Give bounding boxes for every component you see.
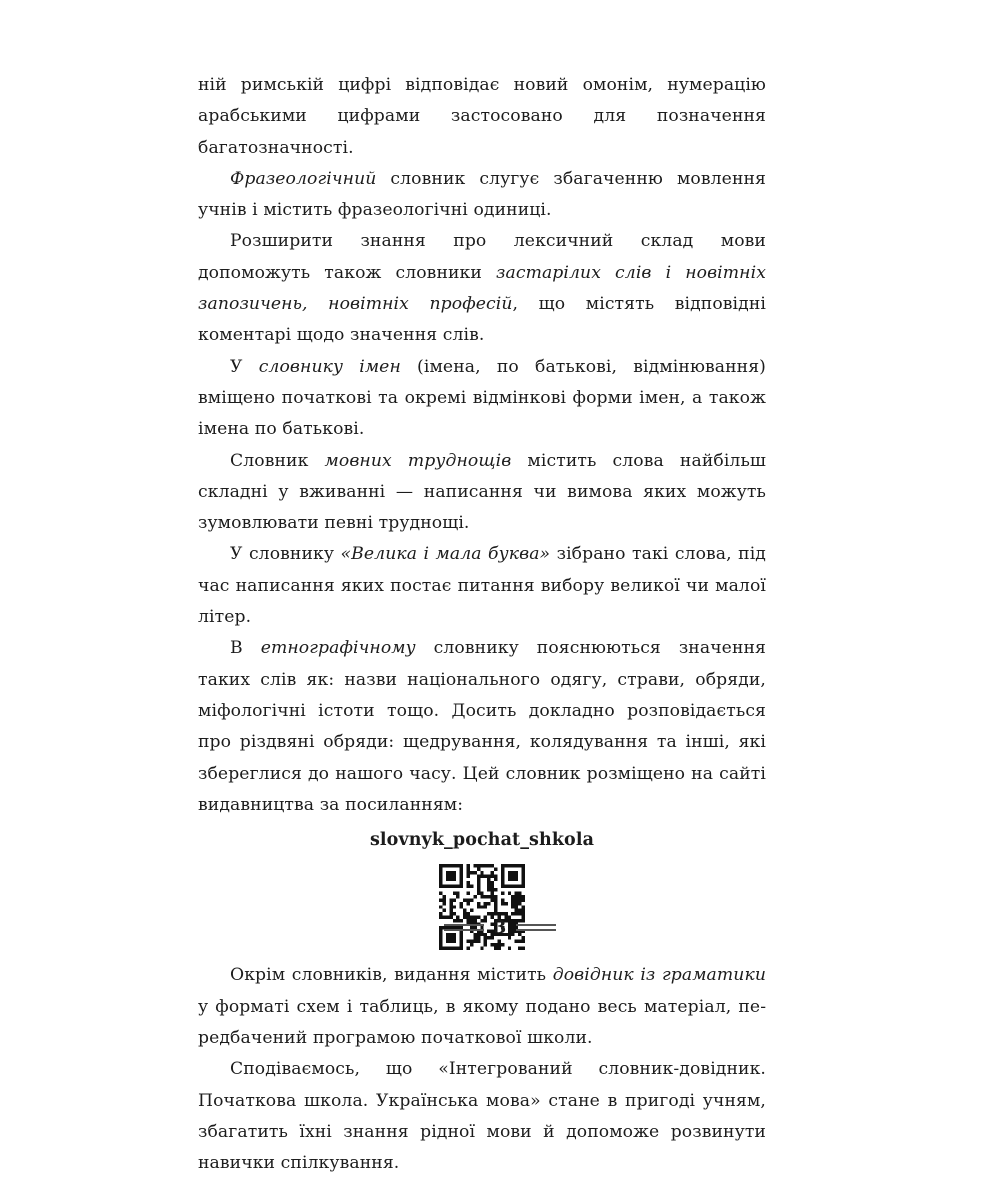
text-run: У xyxy=(230,356,259,377)
text-run: Словник xyxy=(230,450,325,471)
page-body xyxy=(198,70,766,1180)
text-run: В xyxy=(230,638,261,659)
text-run: словнику пояснюються значення таких слів як: назви національного одягу, страви, обряди, міфологічні істоти тощо. Досить докладно розповідається про різдвяні обряди: щедрування, колядування та інші, які збереглися до нашого часу. Цей словник розміщено на сайті видавництва за посиланням: xyxy=(198,638,766,815)
footer-rule-right xyxy=(516,924,556,931)
paragraph-9 xyxy=(198,1054,766,1179)
text-run: ній римській цифрі відповідає новий омонім, нумерацію арабськими цифрами застосовано для позначення багатозначності. xyxy=(198,75,766,158)
paragraph-6 xyxy=(198,539,766,633)
italic-term: етнографічному xyxy=(260,638,416,659)
paragraph-4 xyxy=(198,352,766,446)
text-run: Окрім словників, видання містить xyxy=(230,965,553,986)
text-run: зібрано такі слова, під час написання яких постає питання вибору великої чи малої літер. xyxy=(198,544,766,628)
text-run: Розширити знання про лексичний склад мови допоможуть також словники xyxy=(198,231,766,283)
text-run: містить слова найбільш складні у вживанні — написання чи вимова яких можуть зумовлювати певні труднощі. xyxy=(198,450,766,534)
italic-term: «Велика і мала буква» xyxy=(340,544,551,565)
text-run: (імена, по батькові, відмінювання) вміщено початкові та окремі відмінкові форми імен, а також імена по батькові. xyxy=(198,356,766,440)
text-run: Сподіваємось, що «Інтегрований словник-довідник. Початкова школа. Українська мова» стане в пригоді учням, збагатить їхні знання рідної мови й допоможе розвинути навички спілкування. xyxy=(198,1059,766,1174)
italic-term: словнику імен xyxy=(258,356,401,377)
text-run: , що містять відповідні коментарі щодо значення слів. xyxy=(198,294,766,346)
text-run: У словнику xyxy=(230,544,341,565)
text-run: словник слугує збагаченню мовлення учнів і містить фразеологічні одиниці. xyxy=(198,168,766,221)
italic-term: застарілих слів і новітніх запозичень, новітніх професій xyxy=(198,262,766,315)
text-run: у форматі схем і таблиць, в якому подано весь матеріал, передбачений програмою початкової школи. xyxy=(198,996,766,1049)
page-footer xyxy=(0,912,1000,942)
paragraph-1 xyxy=(198,70,766,164)
footer-rule-left xyxy=(444,924,484,931)
paragraph-7 xyxy=(198,633,766,821)
paragraph-5 xyxy=(198,446,766,540)
site-link-label[interactable]: slovnyk_pochat_shkola xyxy=(369,830,595,851)
paragraph-2 xyxy=(198,164,766,227)
page-number: 3 xyxy=(493,916,507,938)
italic-term: мовних труднощів xyxy=(324,450,512,471)
italic-term: довідник із граматики xyxy=(552,965,766,986)
paragraph-3 xyxy=(198,226,766,351)
paragraph-8 xyxy=(198,960,766,1054)
italic-term: Фразеологічний xyxy=(230,168,377,189)
